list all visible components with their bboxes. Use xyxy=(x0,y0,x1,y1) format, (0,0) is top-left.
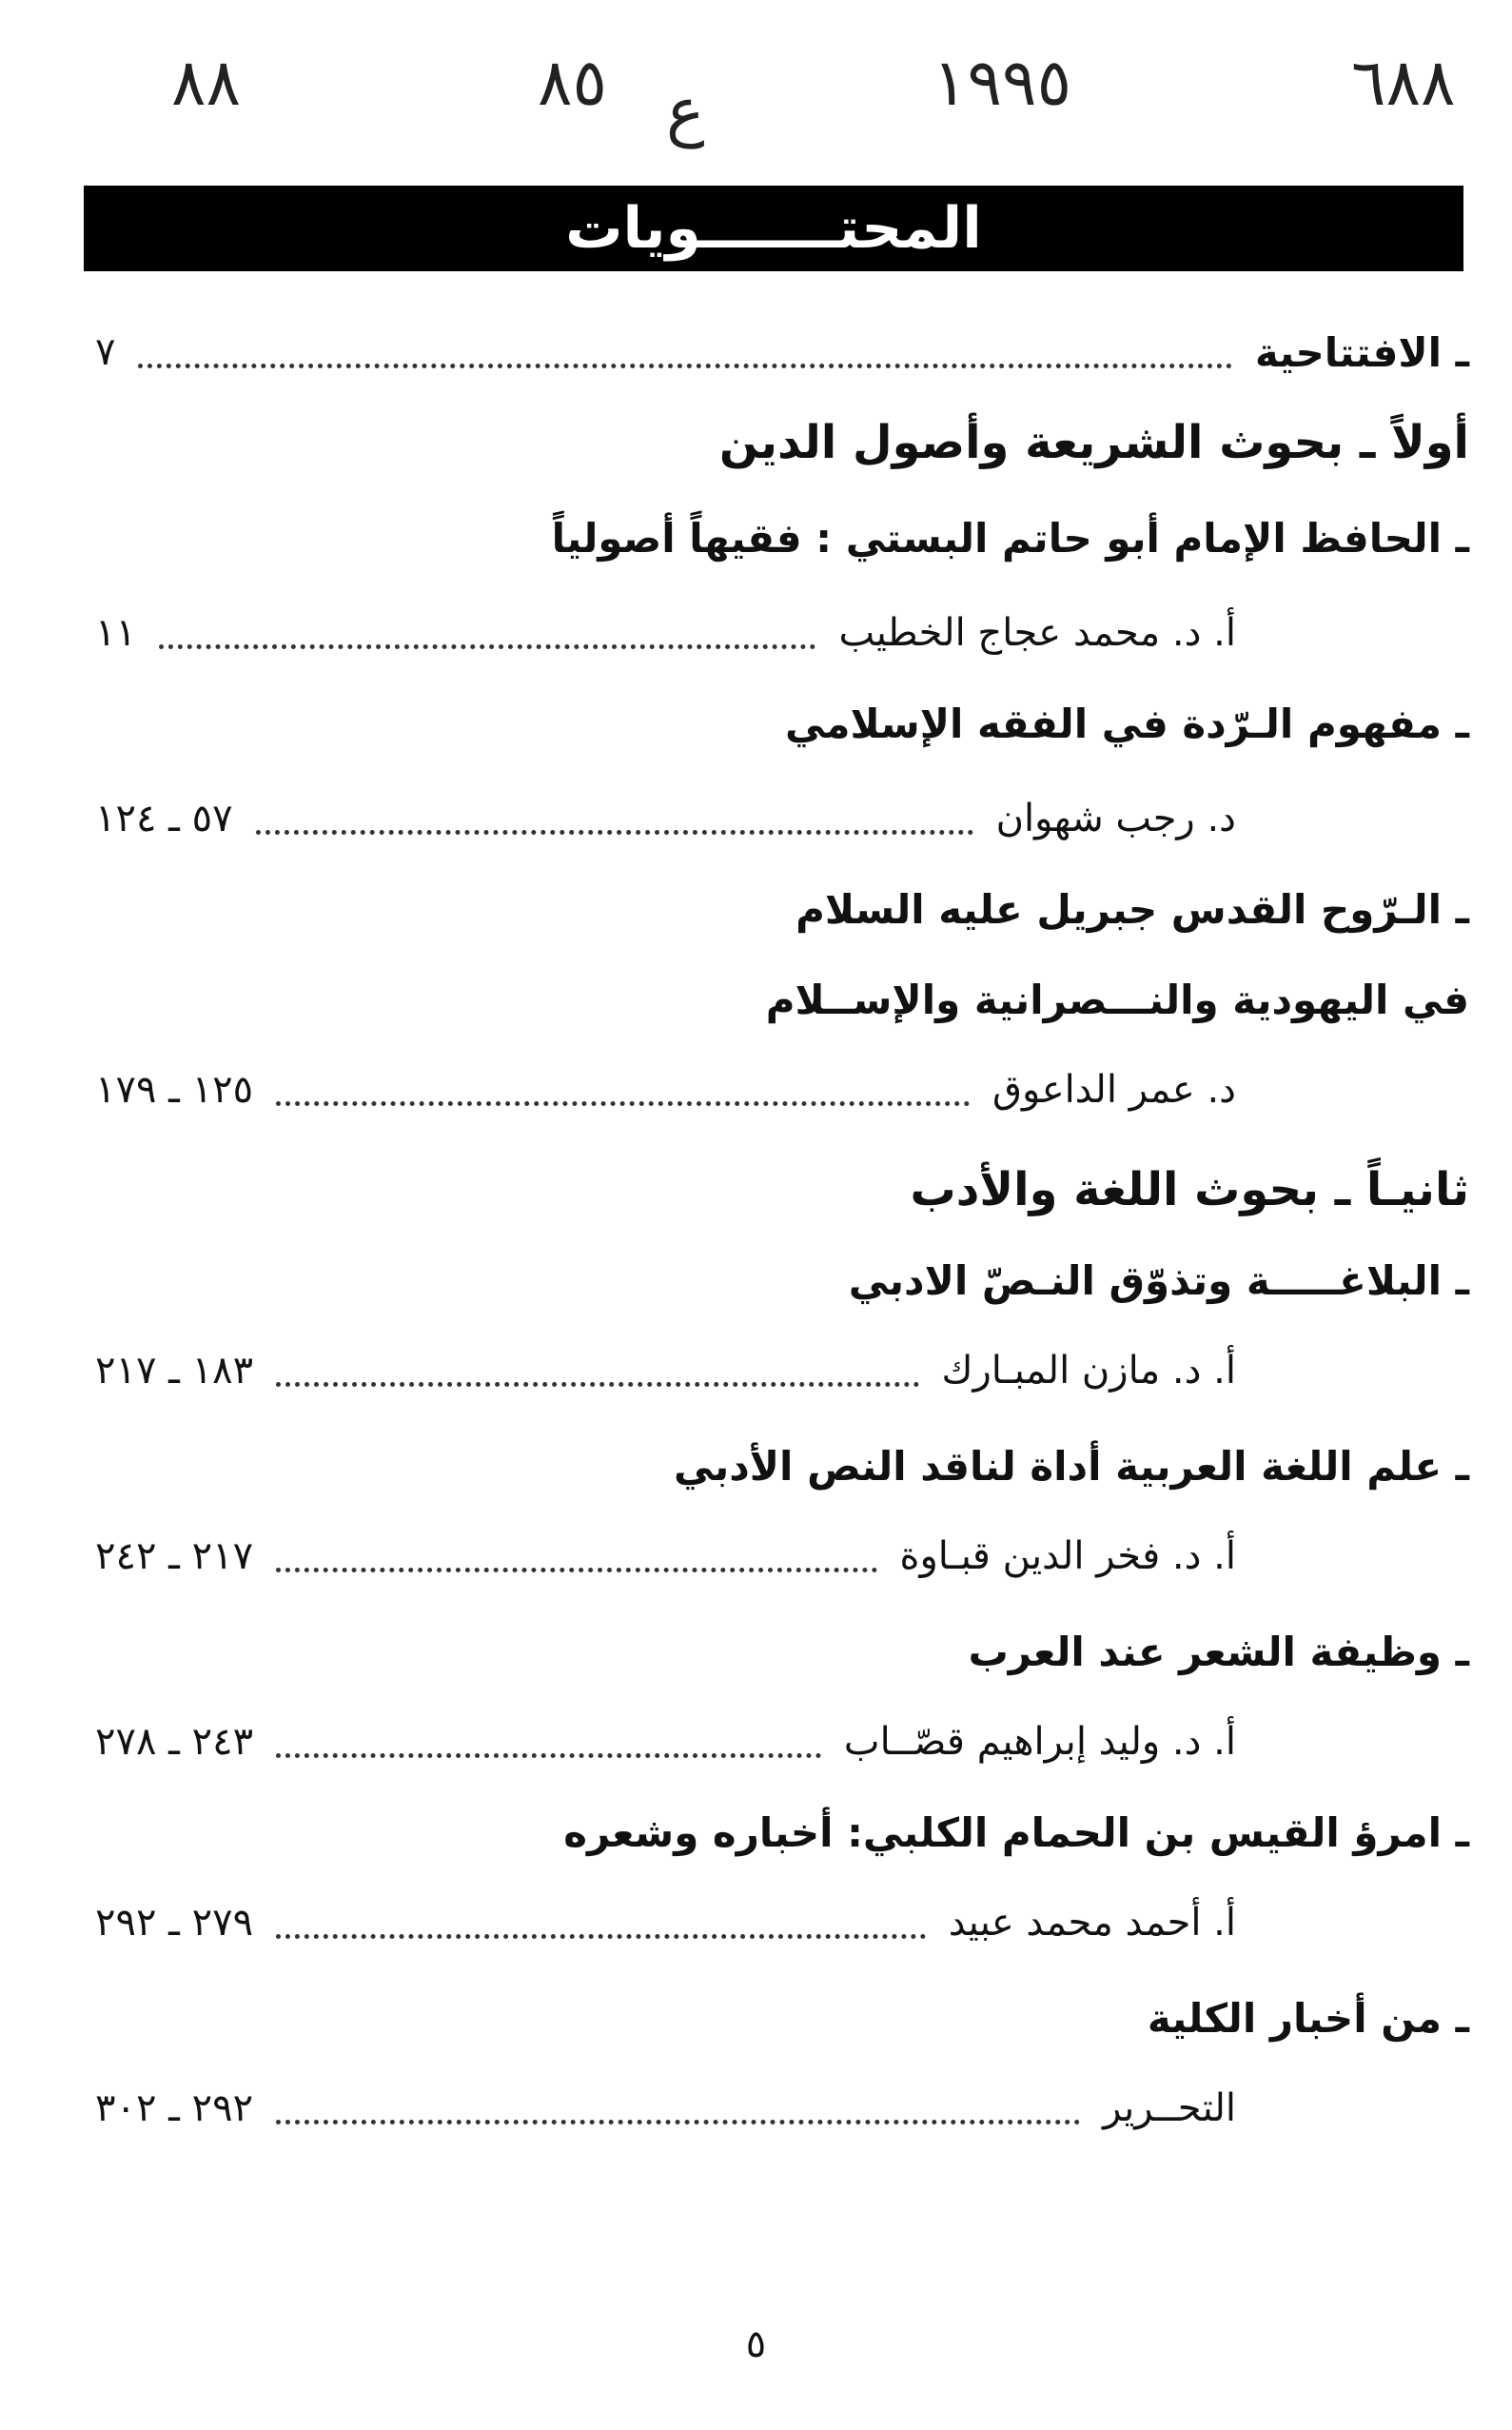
toc-author-row xyxy=(95,1889,1236,1956)
toc-author-row xyxy=(95,600,1236,666)
dot-leader xyxy=(276,1753,821,1758)
toc-entry-text: ـ الافتتاحية xyxy=(1254,328,1469,376)
dot-leader xyxy=(159,644,815,649)
toc-page-range: ١١ xyxy=(95,611,136,655)
toc-entry-text: ـ علم اللغة العربية أداة لناقد النص الأدبي xyxy=(673,1442,1469,1490)
handwritten-note: ع xyxy=(666,74,705,149)
toc-entry-text: ـ الـرّوح القدس جبريل عليه السلام xyxy=(795,885,1469,933)
toc-entry-text: أ. أحمد محمد عبيد xyxy=(948,1901,1236,1945)
toc-entry xyxy=(95,876,1469,942)
handwritten-note: ٨٥ xyxy=(538,46,608,121)
toc-author-row xyxy=(95,1523,1236,1590)
page-number: ٥ xyxy=(745,2322,767,2366)
toc-page-range: ١٢٥ ـ ١٧٩ xyxy=(95,1068,254,1112)
dot-leader xyxy=(276,2120,1080,2124)
toc-entry xyxy=(95,1247,1469,1314)
dot-leader xyxy=(276,1568,876,1572)
toc-entry-text: أ. د. محمد عجاج الخطيب xyxy=(838,611,1236,655)
toc-entry-text: أ. د. فخر الدين قبـاوة xyxy=(899,1534,1236,1578)
toc-author-row xyxy=(95,1057,1236,1123)
toc-entry-text: التحــرير xyxy=(1103,2086,1236,2130)
toc-page-range: ٢٤٣ ـ ٢٧٨ xyxy=(95,1720,254,1764)
handwritten-note: ٨٨ xyxy=(171,46,242,121)
handwritten-note: ١٩٩٥ xyxy=(933,46,1072,121)
toc-author-row xyxy=(95,2075,1236,2142)
toc-section-heading xyxy=(95,409,1469,476)
toc-page-range: ١٨٣ ـ ٢١٧ xyxy=(95,1349,254,1393)
toc-entry xyxy=(95,690,1469,757)
toc-author-row xyxy=(95,1337,1236,1404)
toc-entry-text: ـ امرؤ القيس بن الحمام الكلبي: أخباره وشعره xyxy=(563,1808,1469,1856)
toc-page-range: ٢٩٢ ـ ٣٠٢ xyxy=(95,2086,254,2130)
dot-leader xyxy=(256,830,973,835)
toc-entry-text: ـ من أخبار الكلية xyxy=(1147,1994,1469,2042)
toc-page-range: ٢١٧ ـ ٢٤٢ xyxy=(95,1534,254,1578)
page-title: المحتـــــــويات xyxy=(565,195,982,262)
dot-leader xyxy=(276,1382,918,1387)
toc-entry-text: ـ الحافظ الإمام أبو حاتم البستي : فقيهاً أصولياً xyxy=(551,514,1469,562)
toc-page-range: ٧ xyxy=(95,330,116,374)
toc-entry-text: ـ وظيفة الشعر عند العرب xyxy=(968,1628,1469,1675)
toc-entry-text: أولاً ـ بحوث الشريعة وأصول الدين xyxy=(718,416,1469,469)
dot-leader xyxy=(276,1101,970,1106)
toc-entry-text: ـ البلاغـــــة وتذوّق النـصّ الادبي xyxy=(848,1256,1469,1304)
handwritten-note: ٦٨٨ xyxy=(1351,46,1456,121)
toc-author-row xyxy=(95,1709,1236,1775)
toc-entry-text: في اليهودية والنـــصرانية والإســلام xyxy=(765,976,1469,1023)
toc-entry xyxy=(95,1985,1469,2051)
toc-entry-text: ـ مفهوم الـرّدة في الفقه الإسلامي xyxy=(785,700,1469,747)
toc-entry-text: أ. د. وليد إبراهيم قصّــاب xyxy=(843,1720,1236,1764)
toc-entry-text: د. عمر الداعوق xyxy=(992,1068,1236,1112)
toc-entry xyxy=(95,1799,1469,1866)
toc-page-range: ٥٧ ـ ١٢٤ xyxy=(95,797,233,840)
toc-entry xyxy=(95,319,1469,385)
toc-entry xyxy=(95,1618,1469,1685)
toc-entry xyxy=(95,1432,1469,1499)
toc-entry xyxy=(95,504,1469,571)
toc-entry-text: د. رجب شهوان xyxy=(995,797,1236,840)
title-bar xyxy=(84,186,1463,271)
toc-section-heading xyxy=(95,1156,1469,1223)
toc-author-row xyxy=(95,785,1236,852)
toc-page-range: ٢٧٩ ـ ٢٩٢ xyxy=(95,1901,254,1945)
dot-leader xyxy=(276,1934,926,1939)
toc-entry-text: ثانيـاً ـ بحوث اللغة والأدب xyxy=(910,1163,1469,1216)
dot-leader xyxy=(138,364,1231,368)
toc-entry-text: أ. د. مازن المبـارك xyxy=(941,1349,1236,1393)
toc-entry xyxy=(95,966,1469,1033)
